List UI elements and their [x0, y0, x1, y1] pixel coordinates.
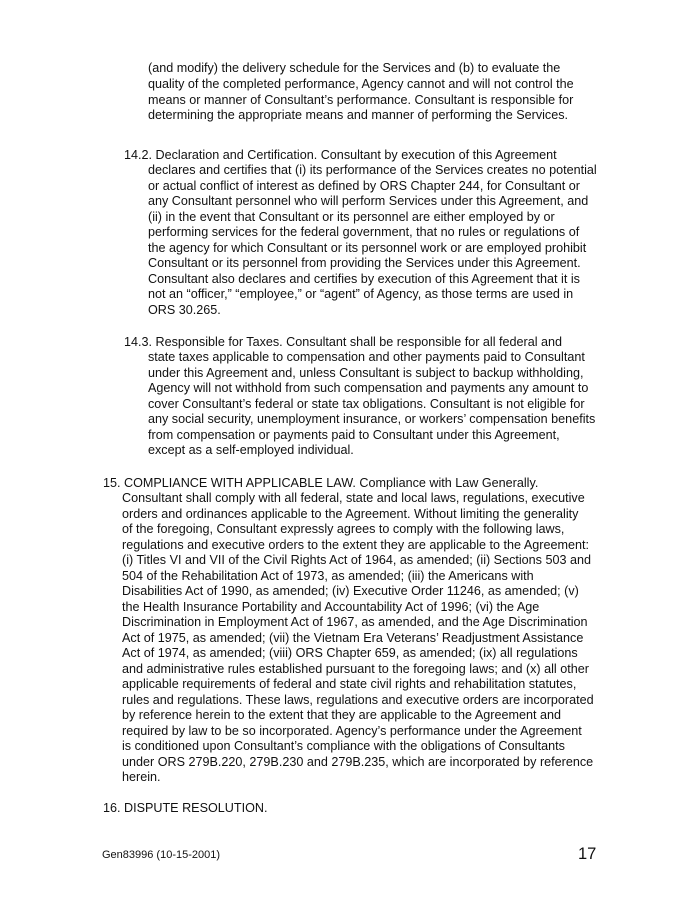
text-line: declares and certifies that (i) its performance of the Services creates no potential: [148, 163, 597, 177]
text-line: cover Consultant’s federal or state tax obligations. Consultant is not eligible for: [148, 397, 585, 411]
text-line: required by law to be so incorporated. Agency’s performance under the Agreement: [122, 724, 582, 738]
text-line: not an “officer,” “employee,” or “agent” of Agency, as those terms are used in: [148, 287, 574, 301]
text-line: under this Agreement and, unless Consultant is subject to backup withholding,: [148, 366, 584, 380]
text-line: Consultant shall comply with all federal, state and local laws, regulations, executive: [122, 491, 585, 505]
footer-doc-id: Gen83996 (10-15-2001): [102, 849, 221, 861]
text-line: from compensation or payments paid to Consultant under this Agreement,: [148, 428, 560, 442]
text-line: by reference herein to the extent that they are applicable to the Agreement and: [122, 708, 561, 722]
text-line: Consultant or its personnel from providing the Services under this Agreement.: [148, 256, 581, 270]
text-line: performing services for the federal government, that no rules or regulations of: [148, 225, 580, 239]
text-line: ORS 30.265.: [148, 303, 221, 317]
text-line: herein.: [122, 770, 161, 784]
section-heading-line: 14.3. Responsible for Taxes. Consultant shall be responsible for all federal and: [124, 335, 563, 349]
text-line: of the foregoing, Consultant expressly agrees to comply with the following laws,: [122, 522, 565, 536]
text-line: determining the appropriate means and manner of performing the Services.: [148, 108, 569, 122]
text-line: (and modify) the delivery schedule for the Services and (b) to evaluate the: [148, 61, 561, 75]
text-line: Discrimination in Employment Act of 1967, as amended, and the Age Discrimination: [122, 615, 588, 629]
text-line: under ORS 279B.220, 279B.230 and 279B.235, which are incorporated by reference: [122, 755, 594, 769]
text-line: state taxes applicable to compensation and other payments paid to Consultant: [148, 350, 585, 364]
text-line: means or manner of Consultant’s performance. Consultant is responsible for: [148, 93, 574, 107]
text-line: any social security, unemployment insurance, or workers’ compensation benefits: [148, 412, 596, 426]
text-line: applicable requirements of federal and state civil rights and rehabilitation statutes,: [122, 677, 577, 691]
section-heading-line: 14.2. Declaration and Certification. Consultant by execution of this Agreement: [124, 148, 557, 162]
text-line: the Health Insurance Portability and Accountability Act of 1996; (vi) the Age: [122, 600, 540, 614]
text-line: 504 of the Rehabilitation Act of 1973, as amended; (iii) the Americans with: [122, 569, 534, 583]
text-line: is conditioned upon Consultant’s compliance with the obligations of Consultants: [122, 739, 565, 753]
section-16-heading: 16. DISPUTE RESOLUTION.: [103, 801, 268, 815]
section-heading-line: 15. COMPLIANCE WITH APPLICABLE LAW. Compliance with Law Generally.: [103, 476, 539, 490]
text-line: regulations and executive orders to the extent they are applicable to the Agreement:: [122, 538, 589, 552]
text-line: (i) Titles VI and VII of the Civil Rights Act of 1964, as amended; (ii) Sections 503 and: [122, 553, 592, 567]
text-line: Consultant also declares and certifies by execution of this Agreement that it is: [148, 272, 580, 286]
text-line: or actual conflict of interest as defined by ORS Chapter 244, for Consultant or: [148, 179, 580, 193]
text-line: quality of the completed performance, Agency cannot and will not control the: [148, 77, 574, 91]
text-line: Act of 1975, as amended; (vii) the Vietnam Era Veterans’ Readjustment Assistance: [122, 631, 584, 645]
text-line: Disabilities Act of 1990, as amended; (iv) Executive Order 11246, as amended; (v): [122, 584, 579, 598]
text-line: except as a self-employed individual.: [148, 443, 354, 457]
text-line: rules and regulations. These laws, regulations and executive orders are incorporated: [122, 693, 594, 707]
text-line: Agency will not withhold from such compensation and payments any amount to: [148, 381, 589, 395]
text-line: the agency for which Consultant or its personnel work or are employed prohibit: [148, 241, 587, 255]
footer-page-number: 17: [578, 845, 597, 863]
text-line: any Consultant personnel who will perform Services under this Agreement, and: [148, 194, 589, 208]
text-line: Act of 1974, as amended; (viii) ORS Chapter 659, as amended; (ix) all regulations: [122, 646, 578, 660]
text-line: (ii) in the event that Consultant or its personnel are either employed by or: [148, 210, 555, 224]
text-line: orders and ordinances applicable to the Agreement. Without limiting the generality: [122, 507, 579, 521]
text-line: and administrative rules established pursuant to the foregoing laws; and (x) all other: [122, 662, 589, 676]
